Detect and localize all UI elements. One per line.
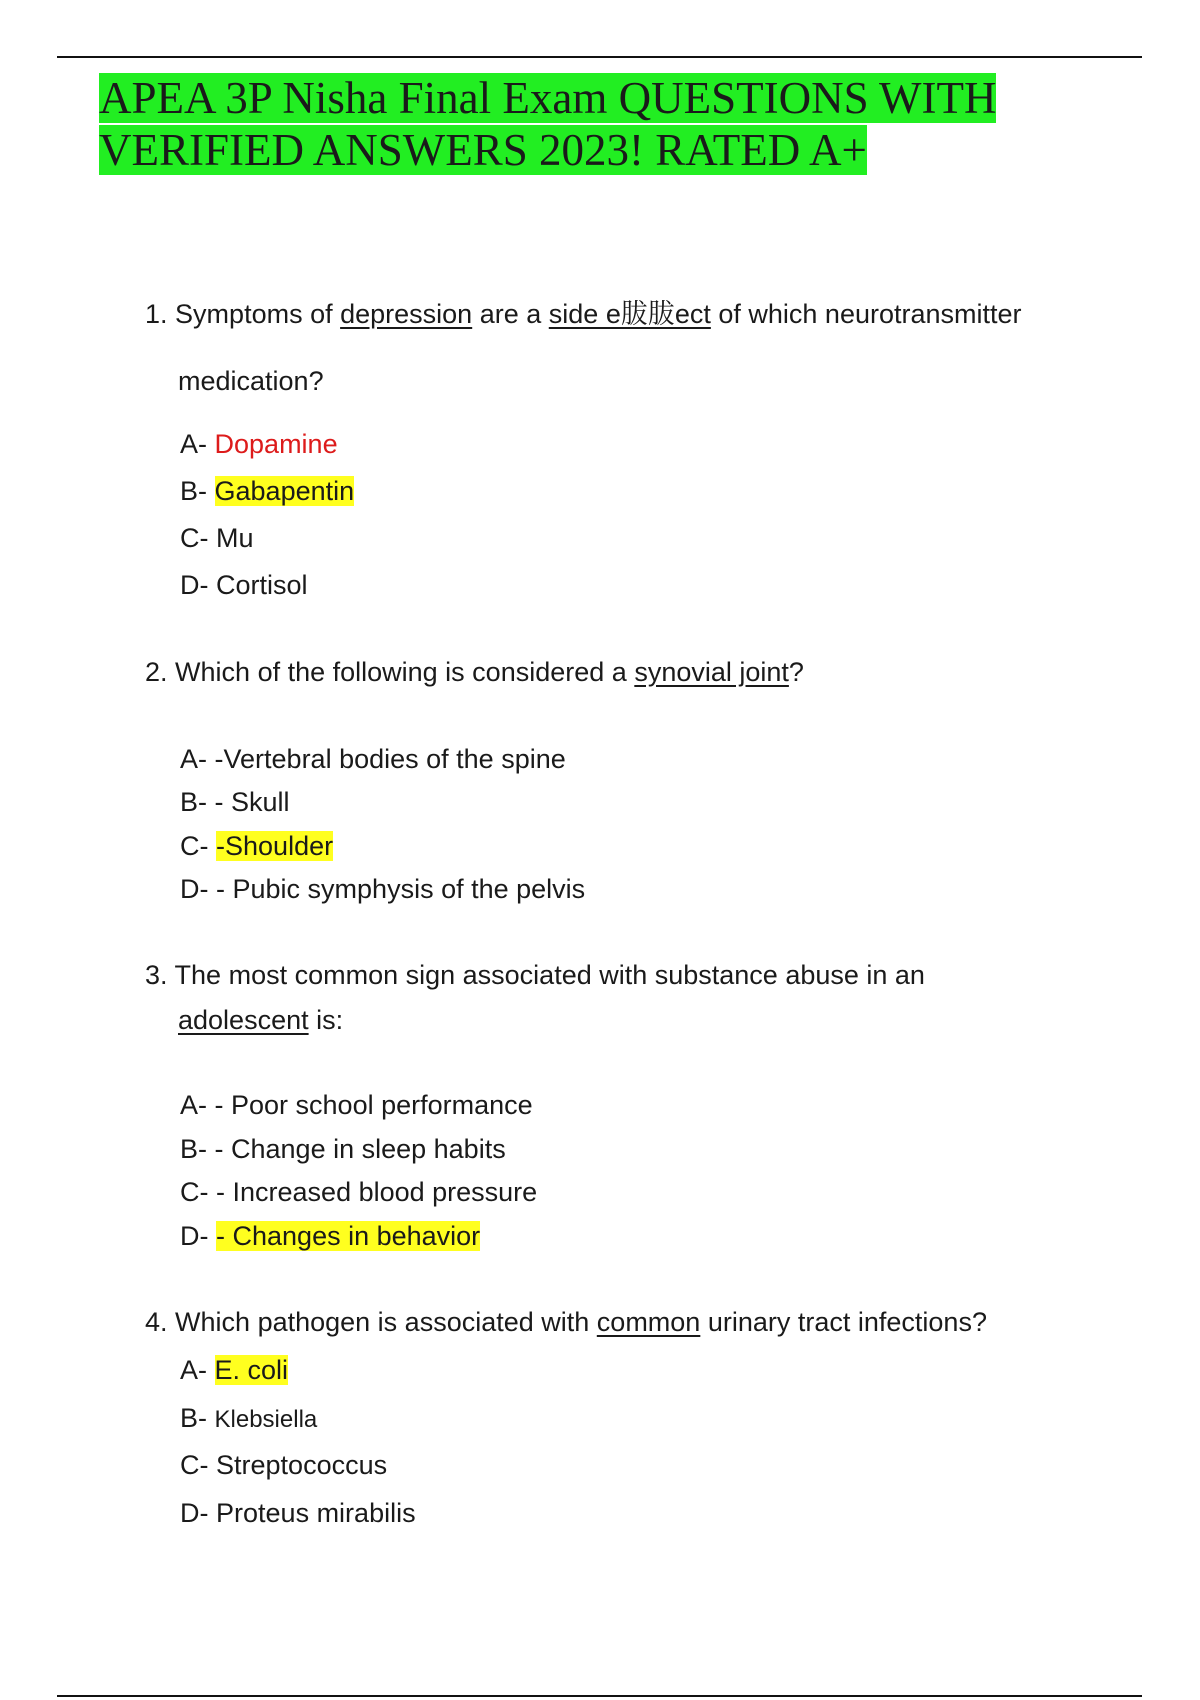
option-3a — [180, 1090, 533, 1121]
question-text: Which of the following is considered a — [175, 657, 627, 687]
option-3d-correct — [180, 1221, 480, 1252]
question-text: are a — [479, 299, 542, 329]
option-letter: A- — [180, 744, 207, 774]
option-4d — [180, 1498, 416, 1529]
option-4a-correct — [180, 1355, 288, 1386]
option-letter: B- — [180, 787, 207, 817]
option-text-highlighted: - Changes in behavior — [216, 1221, 481, 1251]
option-letter: C- — [180, 523, 209, 553]
question-4 — [145, 1307, 1095, 1338]
option-letter: B- — [180, 1403, 207, 1433]
underlined-term: depression — [340, 299, 473, 329]
question-text: of which neurotransmitter — [718, 299, 1022, 329]
question-number: 2. — [145, 657, 168, 687]
question-text: ? — [788, 657, 804, 687]
question-1 — [145, 292, 1095, 331]
top-rule — [57, 56, 1142, 58]
question-3-continued — [178, 1005, 343, 1036]
question-text: is: — [316, 1005, 344, 1035]
option-2d — [180, 874, 585, 905]
option-2c-correct — [180, 831, 333, 862]
option-text: - Change in sleep habits — [214, 1134, 506, 1164]
option-3c — [180, 1177, 537, 1208]
option-text: - Increased blood pressure — [216, 1177, 538, 1207]
option-2b — [180, 787, 290, 818]
option-4c — [180, 1450, 387, 1481]
option-1d — [180, 570, 308, 601]
title-highlight: APEA 3P Nisha Final Exam QUESTIONS WITH VERIFIED ANSWERS 2023! RATED A+ — [99, 73, 997, 175]
option-text: - Poor school performance — [214, 1090, 533, 1120]
option-1b-correct — [180, 476, 354, 507]
option-letter: D- — [180, 1221, 209, 1251]
underlined-term: adolescent — [178, 1005, 309, 1035]
option-text: Klebsiella — [214, 1406, 318, 1433]
option-text: - Skull — [214, 787, 290, 817]
option-1c — [180, 523, 254, 554]
option-letter: A- — [180, 1355, 207, 1385]
option-text: -Vertebral bodies of the spine — [214, 744, 566, 774]
underlined-term: common — [596, 1307, 701, 1337]
option-text: Cortisol — [216, 570, 308, 600]
option-text: Dopamine — [214, 429, 338, 459]
question-text: The most common sign associated with substance abuse in an — [174, 960, 925, 990]
option-letter: C- — [180, 1177, 209, 1207]
option-text-highlighted: Gabapentin — [214, 476, 355, 506]
option-3b — [180, 1134, 506, 1165]
question-text: Which pathogen is associated with — [175, 1307, 590, 1337]
option-letter: D- — [180, 874, 209, 904]
option-letter: C- — [180, 831, 209, 861]
question-text: urinary tract infections? — [707, 1307, 987, 1337]
question-number: 3. — [145, 960, 168, 990]
question-text: Symptoms of — [175, 299, 333, 329]
question-number: 4. — [145, 1307, 168, 1337]
option-text: Mu — [216, 523, 254, 553]
document-title — [99, 72, 1019, 176]
question-3 — [145, 960, 1095, 991]
option-letter: B- — [180, 1134, 207, 1164]
option-2a — [180, 744, 566, 775]
question-2 — [145, 657, 1095, 688]
option-letter: A- — [180, 429, 207, 459]
underlined-term: side e胈胈ect — [548, 299, 711, 329]
option-1a — [180, 429, 338, 460]
option-text: Proteus mirabilis — [216, 1498, 416, 1528]
option-text: Streptococcus — [216, 1450, 388, 1480]
option-letter: C- — [180, 1450, 209, 1480]
option-letter: B- — [180, 476, 207, 506]
question-1-continued: medication? — [178, 366, 324, 396]
option-letter: D- — [180, 1498, 209, 1528]
bottom-rule — [57, 1695, 1142, 1697]
option-letter: D- — [180, 570, 209, 600]
option-text-highlighted: E. coli — [214, 1355, 289, 1385]
option-letter: A- — [180, 1090, 207, 1120]
question-number: 1. — [145, 299, 168, 329]
option-text: - Pubic symphysis of the pelvis — [216, 874, 586, 904]
underlined-term: synovial joint — [634, 657, 789, 687]
option-4b — [180, 1403, 317, 1434]
option-text-highlighted: -Shoulder — [216, 831, 334, 861]
